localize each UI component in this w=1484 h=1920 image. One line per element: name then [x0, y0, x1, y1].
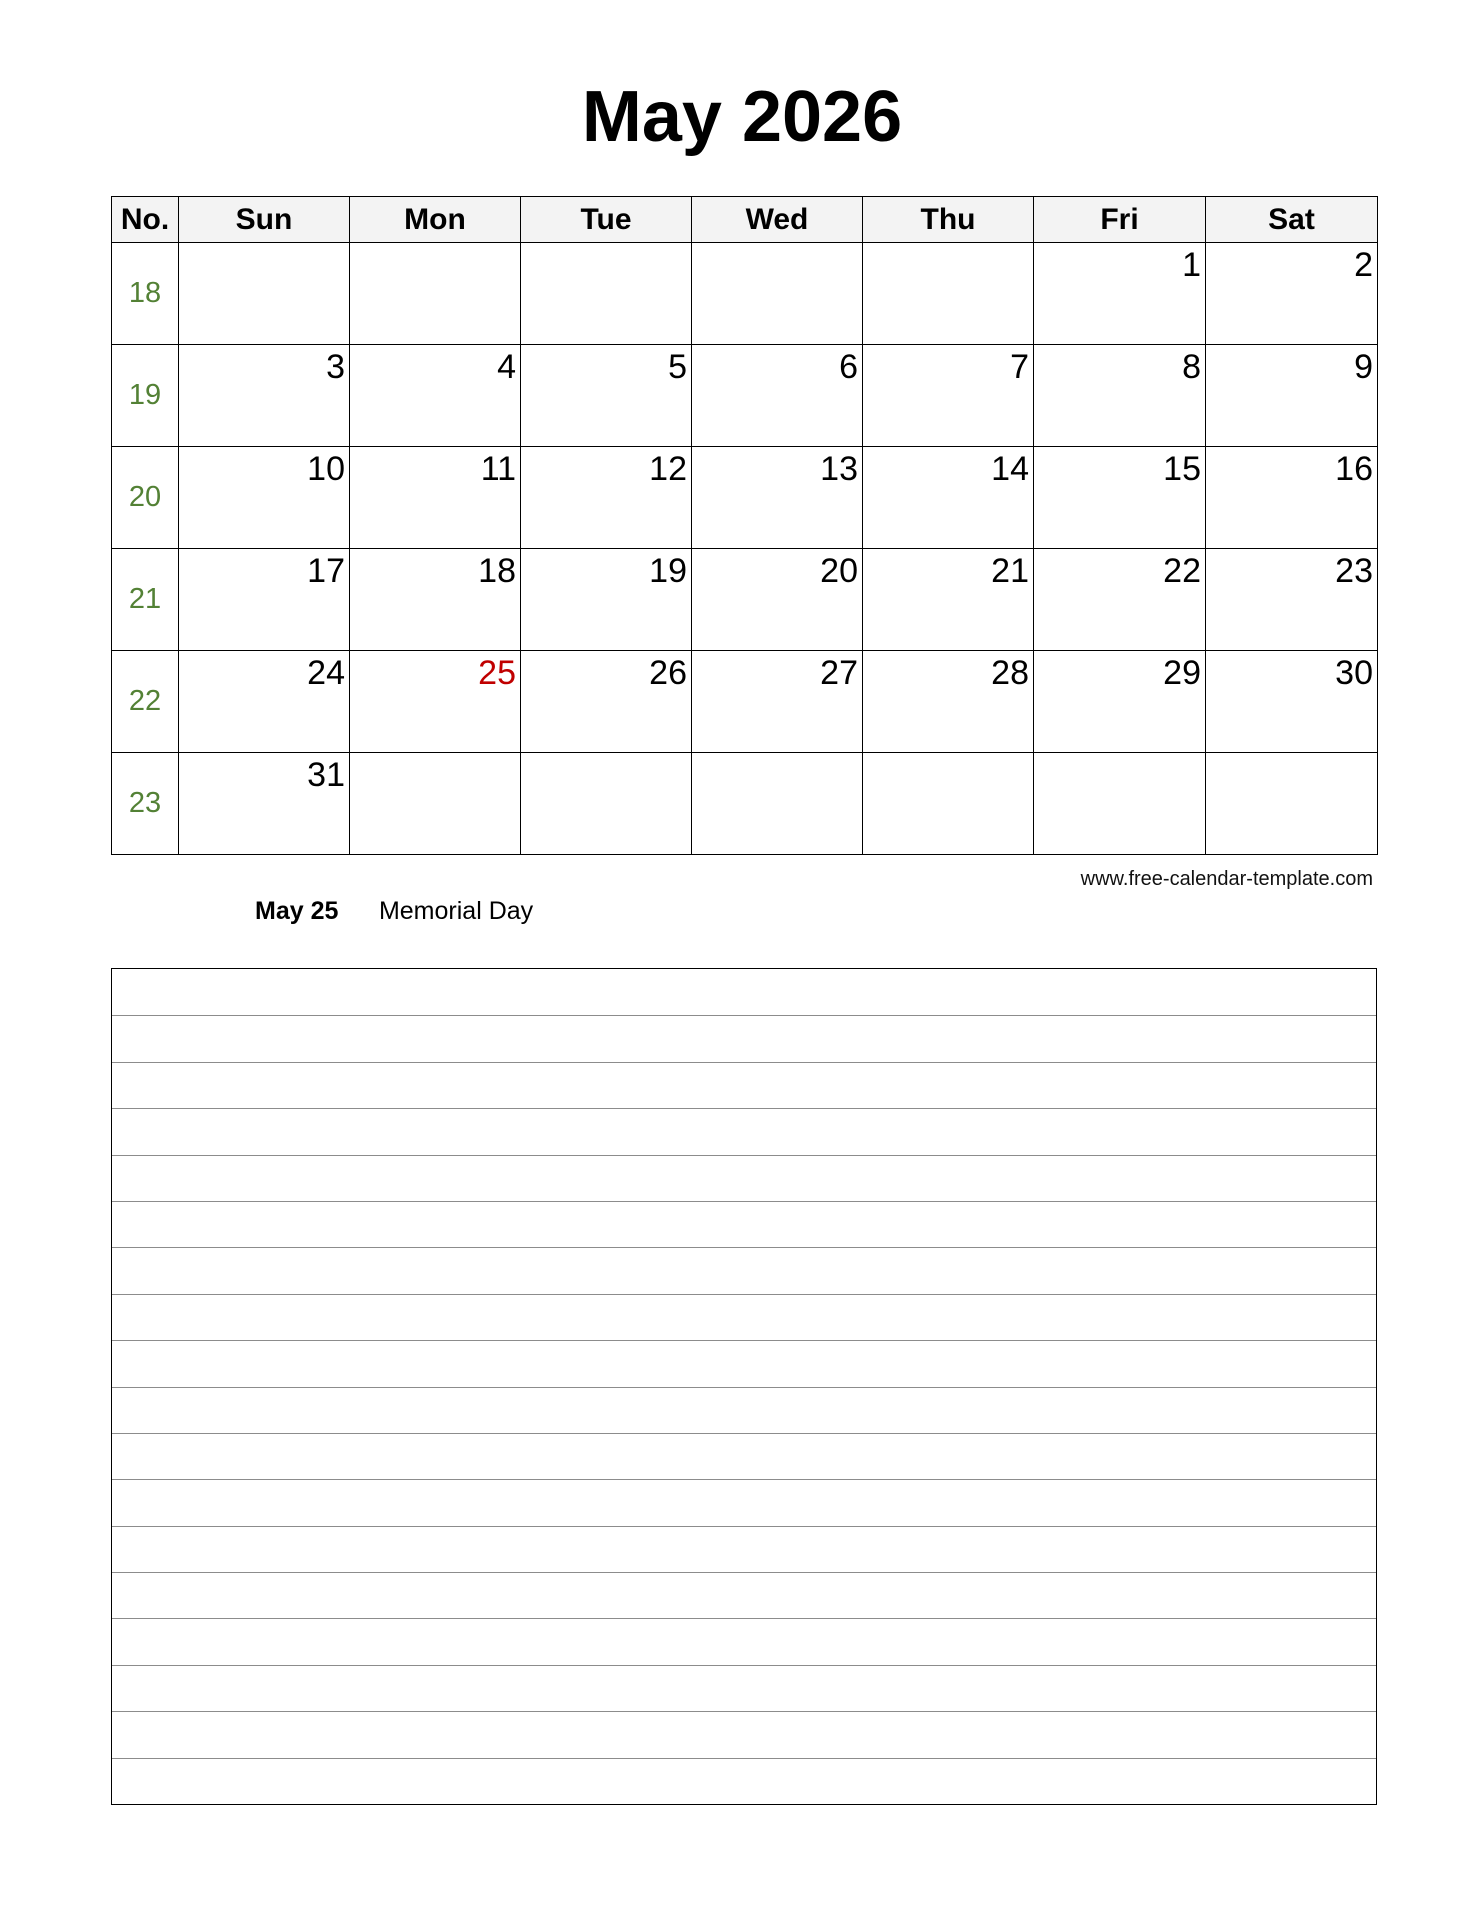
- week-row: [112, 753, 1378, 855]
- note-line: [112, 1247, 1376, 1248]
- day-header-fri: Fri: [1034, 197, 1206, 243]
- day-number: 5: [668, 348, 687, 386]
- day-cell[interactable]: [179, 651, 350, 753]
- week-row: [112, 651, 1378, 753]
- note-line: [112, 1711, 1376, 1712]
- day-number: [1206, 753, 1377, 755]
- day-number: 31: [307, 756, 345, 794]
- day-cell[interactable]: [1206, 549, 1378, 651]
- day-cell[interactable]: [1034, 651, 1206, 753]
- day-number: [350, 753, 520, 755]
- day-header-tue: Tue: [521, 197, 692, 243]
- day-cell[interactable]: [1034, 447, 1206, 549]
- website-url: www.free-calendar-template.com: [1080, 868, 1373, 890]
- day-cell[interactable]: [521, 447, 692, 549]
- day-number: 22: [1163, 552, 1201, 590]
- day-number: 25: [478, 654, 516, 692]
- week-number: 23: [112, 753, 179, 855]
- day-header-sun: Sun: [179, 197, 350, 243]
- day-number: 1: [1182, 246, 1201, 284]
- note-line: [112, 1294, 1376, 1295]
- day-cell[interactable]: [1206, 447, 1378, 549]
- day-header-sat: Sat: [1206, 197, 1378, 243]
- note-line: [112, 1526, 1376, 1527]
- day-cell[interactable]: [1034, 345, 1206, 447]
- day-cell[interactable]: [863, 753, 1034, 855]
- day-number: 17: [307, 552, 345, 590]
- day-number: 19: [649, 552, 687, 590]
- day-number: 13: [820, 450, 858, 488]
- holiday-list: [255, 897, 533, 926]
- day-cell[interactable]: [692, 243, 863, 345]
- note-line: [112, 1062, 1376, 1063]
- day-cell[interactable]: [521, 651, 692, 753]
- day-number: 16: [1335, 450, 1373, 488]
- day-number: 8: [1182, 348, 1201, 386]
- note-line: [112, 1618, 1376, 1619]
- note-line: [112, 1015, 1376, 1016]
- day-cell[interactable]: [350, 651, 521, 753]
- day-number: 18: [478, 552, 516, 590]
- day-cell[interactable]: [1034, 243, 1206, 345]
- week-row: [112, 243, 1378, 345]
- day-cell[interactable]: [350, 243, 521, 345]
- day-cell[interactable]: [863, 243, 1034, 345]
- day-cell[interactable]: [179, 753, 350, 855]
- note-line: [112, 1387, 1376, 1388]
- note-line: [112, 1572, 1376, 1573]
- day-number: 10: [307, 450, 345, 488]
- note-line: [112, 1340, 1376, 1341]
- day-number: 12: [649, 450, 687, 488]
- day-cell[interactable]: [692, 753, 863, 855]
- day-number: 24: [307, 654, 345, 692]
- day-number: 21: [991, 552, 1029, 590]
- notes-area[interactable]: [111, 968, 1377, 1805]
- day-number: 14: [991, 450, 1029, 488]
- day-number: 6: [839, 348, 858, 386]
- day-cell[interactable]: [179, 447, 350, 549]
- day-number: 4: [497, 348, 516, 386]
- day-number: 3: [326, 348, 345, 386]
- day-number: 26: [649, 654, 687, 692]
- day-cell[interactable]: [863, 549, 1034, 651]
- page-title: May 2026: [581, 77, 903, 157]
- day-number: [1034, 753, 1205, 755]
- day-cell[interactable]: [521, 753, 692, 855]
- day-cell[interactable]: [1206, 243, 1378, 345]
- day-number: 30: [1335, 654, 1373, 692]
- day-number: 28: [991, 654, 1029, 692]
- day-number: [692, 243, 862, 245]
- note-line: [112, 1433, 1376, 1434]
- week-row: [112, 345, 1378, 447]
- day-cell[interactable]: [1206, 753, 1378, 855]
- day-cell[interactable]: [521, 243, 692, 345]
- day-cell[interactable]: [350, 447, 521, 549]
- day-cell[interactable]: [1206, 345, 1378, 447]
- day-cell[interactable]: [521, 345, 692, 447]
- day-number: [179, 243, 349, 245]
- note-line: [112, 1155, 1376, 1156]
- day-cell[interactable]: [1034, 549, 1206, 651]
- calendar-header-row: [112, 197, 1378, 243]
- day-number: [350, 243, 520, 245]
- holiday-date: May 25: [255, 897, 339, 925]
- day-number: [521, 243, 691, 245]
- note-line: [112, 1665, 1376, 1666]
- day-cell[interactable]: [350, 753, 521, 855]
- day-cell[interactable]: [692, 549, 863, 651]
- day-number: 23: [1335, 552, 1373, 590]
- note-line: [112, 1201, 1376, 1202]
- day-cell[interactable]: [863, 345, 1034, 447]
- week-number-header: No.: [112, 197, 179, 243]
- note-line: [112, 1758, 1376, 1759]
- day-cell[interactable]: [521, 549, 692, 651]
- day-number: 7: [1010, 348, 1029, 386]
- day-number: [863, 243, 1033, 245]
- note-line: [112, 1479, 1376, 1480]
- day-cell[interactable]: [1034, 753, 1206, 855]
- week-row: [112, 447, 1378, 549]
- day-number: 15: [1163, 450, 1201, 488]
- day-cell[interactable]: [863, 447, 1034, 549]
- day-number: [692, 753, 862, 755]
- day-number: [863, 753, 1033, 755]
- day-header-mon: Mon: [350, 197, 521, 243]
- day-cell[interactable]: [350, 549, 521, 651]
- day-cell[interactable]: [692, 447, 863, 549]
- day-header-thu: Thu: [863, 197, 1034, 243]
- week-row: [112, 549, 1378, 651]
- day-cell[interactable]: [1206, 651, 1378, 753]
- day-number: 11: [480, 450, 516, 488]
- week-number: 22: [112, 651, 179, 753]
- day-cell[interactable]: [692, 345, 863, 447]
- calendar-grid: [111, 196, 1378, 855]
- day-number: 29: [1163, 654, 1201, 692]
- holiday-entry: [255, 897, 533, 926]
- day-cell[interactable]: [350, 345, 521, 447]
- note-line: [112, 1108, 1376, 1109]
- day-number: 20: [820, 552, 858, 590]
- day-cell[interactable]: [179, 345, 350, 447]
- week-number: 20: [112, 447, 179, 549]
- day-number: 27: [820, 654, 858, 692]
- day-cell[interactable]: [179, 549, 350, 651]
- holiday-name: Memorial Day: [378, 897, 534, 925]
- day-cell[interactable]: [179, 243, 350, 345]
- week-number: 18: [112, 243, 179, 345]
- week-number: 21: [112, 549, 179, 651]
- day-number: [521, 753, 691, 755]
- week-number: 19: [112, 345, 179, 447]
- day-number: 2: [1354, 246, 1373, 284]
- day-number: 9: [1354, 348, 1373, 386]
- day-header-wed: Wed: [692, 197, 863, 243]
- day-cell[interactable]: [692, 651, 863, 753]
- day-cell[interactable]: [863, 651, 1034, 753]
